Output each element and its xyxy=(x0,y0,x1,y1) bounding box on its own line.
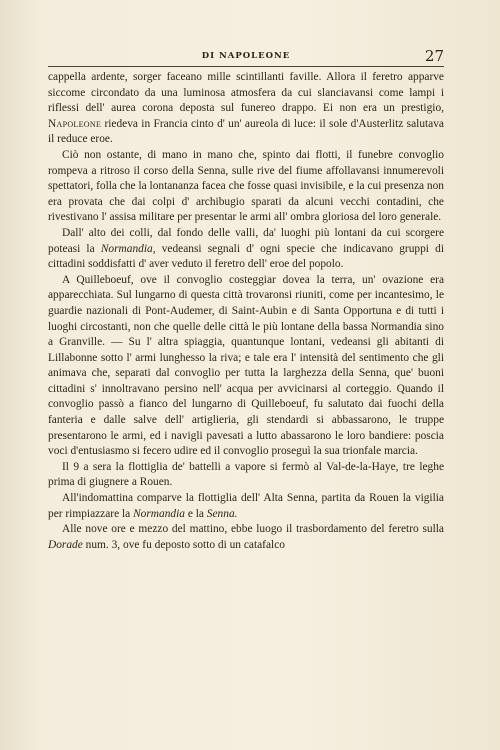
italic-name: Normandia xyxy=(133,507,185,520)
running-title: DI NAPOLEONE xyxy=(201,51,291,61)
text-run: num. 3, ove fu deposto sotto di un catafalco xyxy=(82,538,285,551)
text-run: e la xyxy=(184,507,207,520)
text-run: Alle nove ore e mezzo del mattino, ebbe luogo il trasbordamento del feretro sulla xyxy=(62,523,444,536)
text-run: Dall' alto dei colli, dal fondo delle valli, da' luoghi più lontani da cui scorgere poteasi la xyxy=(48,226,444,255)
page-number: 27 xyxy=(424,47,444,65)
italic-name: Senna. xyxy=(206,507,238,520)
paragraph xyxy=(48,460,444,491)
paragraph xyxy=(48,226,444,273)
paragraph xyxy=(48,148,444,226)
paragraph xyxy=(48,491,444,522)
paragraph xyxy=(48,522,444,553)
text-run: riedeva in Francia cinto d' un' aureola di luce: il sole d'Austerlitz salutava il reduce eroe. xyxy=(48,117,444,146)
text-run: vedeansi segnali d' ogni specie che indicavano gruppi di cittadini soddisfatti d' aver veduto il feretro dell' eroe del popolo. xyxy=(48,242,444,271)
text-run: Il 9 a sera la flottiglia de' battelli a vapore si fermò al Val-de-la-Haye, tre leghe prima di giugnere a Rouen. xyxy=(48,460,444,489)
page-header xyxy=(48,47,444,67)
italic-name: Dorade xyxy=(48,538,83,551)
italic-name: Normandia, xyxy=(100,242,156,255)
header-rule xyxy=(48,66,444,67)
paragraph xyxy=(48,273,444,460)
text-run: All'indomattina comparve la flottiglia dell' Alta Senna, partita da Rouen la vigilia per rimpiazzare la xyxy=(48,492,444,520)
text-run: Ciò non ostante, di mano in mano che, spinto dai flotti, il funebre convoglio rompeva a ritroso il corso della Senna, sulle rive del fiume affollavansi innumerevoli spettatori, folla che la lontananza facea che fosse quasi invisibile, e la cui presenza non era provata che dai colpi d' archibugio sparati da alcuni vecchi contadini, che rivestivano l' assisa militare per presentar le armi all' ombra gloriosa del loro generale. xyxy=(48,148,444,224)
text-run: A Quilleboeuf, ove il convoglio costeggiar dovea la terra, un' ovazione era apparecchiata. Sul lungarno di questa città trovaronsi riuniti, come per incantesimo, le guardie nazionali di Pont-Audemer, di Saint-Aubin e di Santa Opportuna e di tutti i luoghi circostanti, non che quelle delle città le più lontane della bassa Normandia sino a Granville. — Su l' altra spiaggia, quantunque lontani, vedeansi gli abitanti di Lillabonne sotto l' armi lunghesso la riva; e tale era l' intensità del sentimento che gli animava che, separati dal convoglio per tutta la larghezza della Senna, que' buoni cittadini s' innoltravano persino nell' acqua per avvicinarsi al corteggio. Quando il convoglio passò a fianco del lungarno di Quilleboeuf, fu salutato dai fuochi della fanteria e dalle salve dell' artiglieria, gli stendardi si abbassarono, le truppe presentarono le armi, ed i navigli pavesati a lutto abassarono le loro bandiere: poscia voci d'entusiasmo si fecero udire ed il convoglio proseguì la sua trionfale marcia. xyxy=(48,273,444,458)
paragraph xyxy=(48,70,444,148)
body-text xyxy=(48,70,444,553)
small-caps-name: Napoleone xyxy=(48,117,102,130)
text-run: cappella ardente, sorger faceano mille scintillanti faville. Allora il feretro apparve siccome circondato da una luminosa atmosfera da cui slanciavansi come lampi i riflessi dell' aurea corona deposta sul funereo drappo. Ei non era un prestigio, xyxy=(48,71,444,115)
